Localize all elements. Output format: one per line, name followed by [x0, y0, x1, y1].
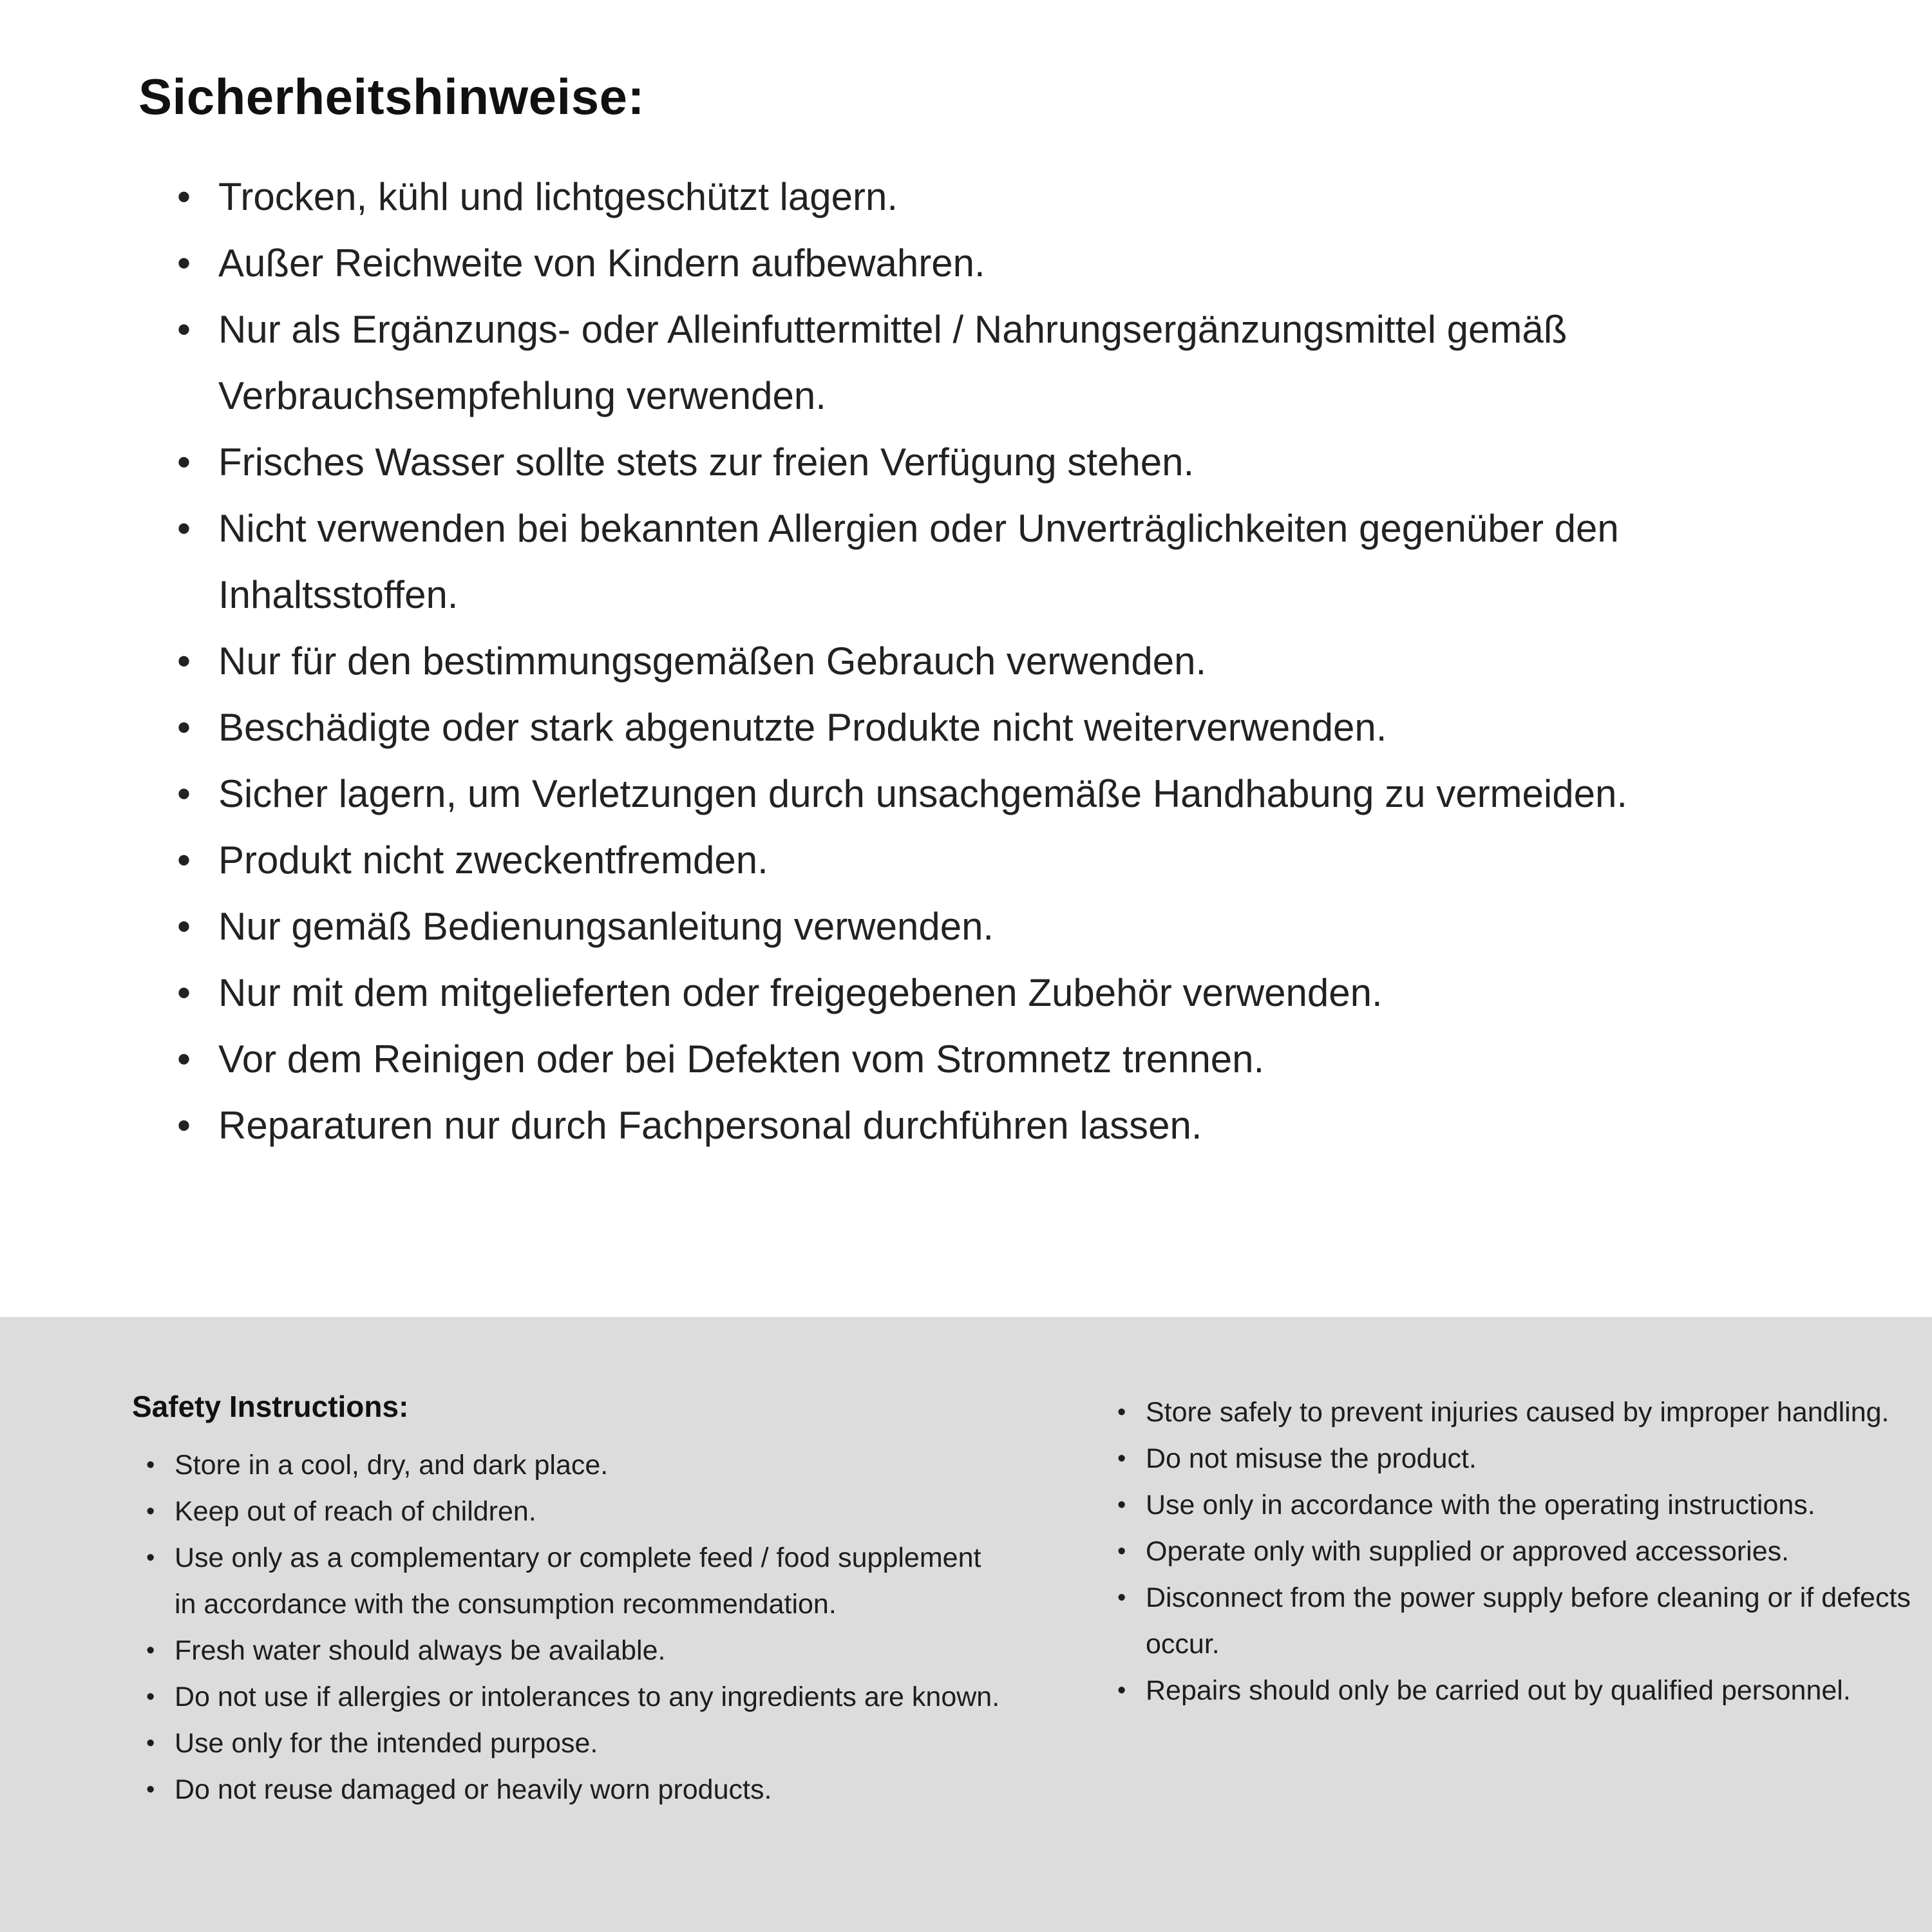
- english-safety-list-right: [1117, 1389, 1932, 1714]
- list-item: • Operate only with supplied or approved accessories.: [1117, 1528, 1932, 1575]
- english-section-title: Safety Instructions:: [132, 1390, 409, 1423]
- list-item: • Use only as a complementary or complete feed / food supplement in accordance with the consumption recommendation.: [146, 1535, 1008, 1627]
- list-item: • Use only for the intended purpose.: [146, 1720, 1008, 1766]
- list-item: • Produkt nicht zweckentfremden.: [177, 827, 1835, 893]
- list-item: • Beschädigte oder stark abgenutzte Produkte nicht weiterverwenden.: [177, 694, 1835, 761]
- list-item: • Do not reuse damaged or heavily worn products.: [146, 1766, 1008, 1813]
- list-item: • Reparaturen nur durch Fachpersonal durchführen lassen.: [177, 1092, 1835, 1159]
- list-item: • Vor dem Reinigen oder bei Defekten vom Stromnetz trennen.: [177, 1026, 1835, 1092]
- list-item: • Store safely to prevent injuries caused by improper handling.: [1117, 1389, 1932, 1435]
- german-section-title: Sicherheitshinweise:: [138, 68, 645, 125]
- list-item: • Use only in accordance with the operating instructions.: [1117, 1482, 1932, 1528]
- list-item: • Frisches Wasser sollte stets zur freien Verfügung stehen.: [177, 429, 1835, 495]
- list-item: • Nur mit dem mitgelieferten oder freigegebenen Zubehör verwenden.: [177, 960, 1835, 1026]
- list-item: • Sicher lagern, um Verletzungen durch unsachgemäße Handhabung zu vermeiden.: [177, 761, 1835, 827]
- list-item: • Keep out of reach of children.: [146, 1488, 1008, 1535]
- list-item: • Do not use if allergies or intolerances to any ingredients are known.: [146, 1674, 1008, 1720]
- english-safety-list-left: [132, 1442, 1008, 1813]
- list-item: • Disconnect from the power supply before cleaning or if defects occur.: [1117, 1575, 1932, 1667]
- list-item: • Store in a cool, dry, and dark place.: [146, 1442, 1008, 1488]
- list-item: • Repairs should only be carried out by qualified personnel.: [1117, 1667, 1932, 1714]
- english-left-column: [132, 1389, 1008, 1932]
- list-item: • Nicht verwenden bei bekannten Allergien oder Unverträglichkeiten gegenüber den Inhaltsstoffen.: [177, 495, 1835, 628]
- list-item: • Nur gemäß Bedienungsanleitung verwenden.: [177, 893, 1835, 960]
- list-item: • Nur als Ergänzungs- oder Alleinfuttermittel / Nahrungsergänzungsmittel gemäß Verbrauchsempfehlung verwenden.: [177, 296, 1835, 429]
- german-safety-list: [138, 164, 1835, 1159]
- list-item: • Trocken, kühl und lichtgeschützt lagern.: [177, 164, 1835, 230]
- list-item: • Do not misuse the product.: [1117, 1435, 1932, 1482]
- list-item: • Fresh water should always be available.: [146, 1627, 1008, 1674]
- list-item: • Außer Reichweite von Kindern aufbewahren.: [177, 230, 1835, 296]
- list-item: • Nur für den bestimmungsgemäßen Gebrauch verwenden.: [177, 628, 1835, 694]
- english-right-column: [1117, 1389, 1932, 1932]
- english-safety-section: [0, 1317, 1932, 1932]
